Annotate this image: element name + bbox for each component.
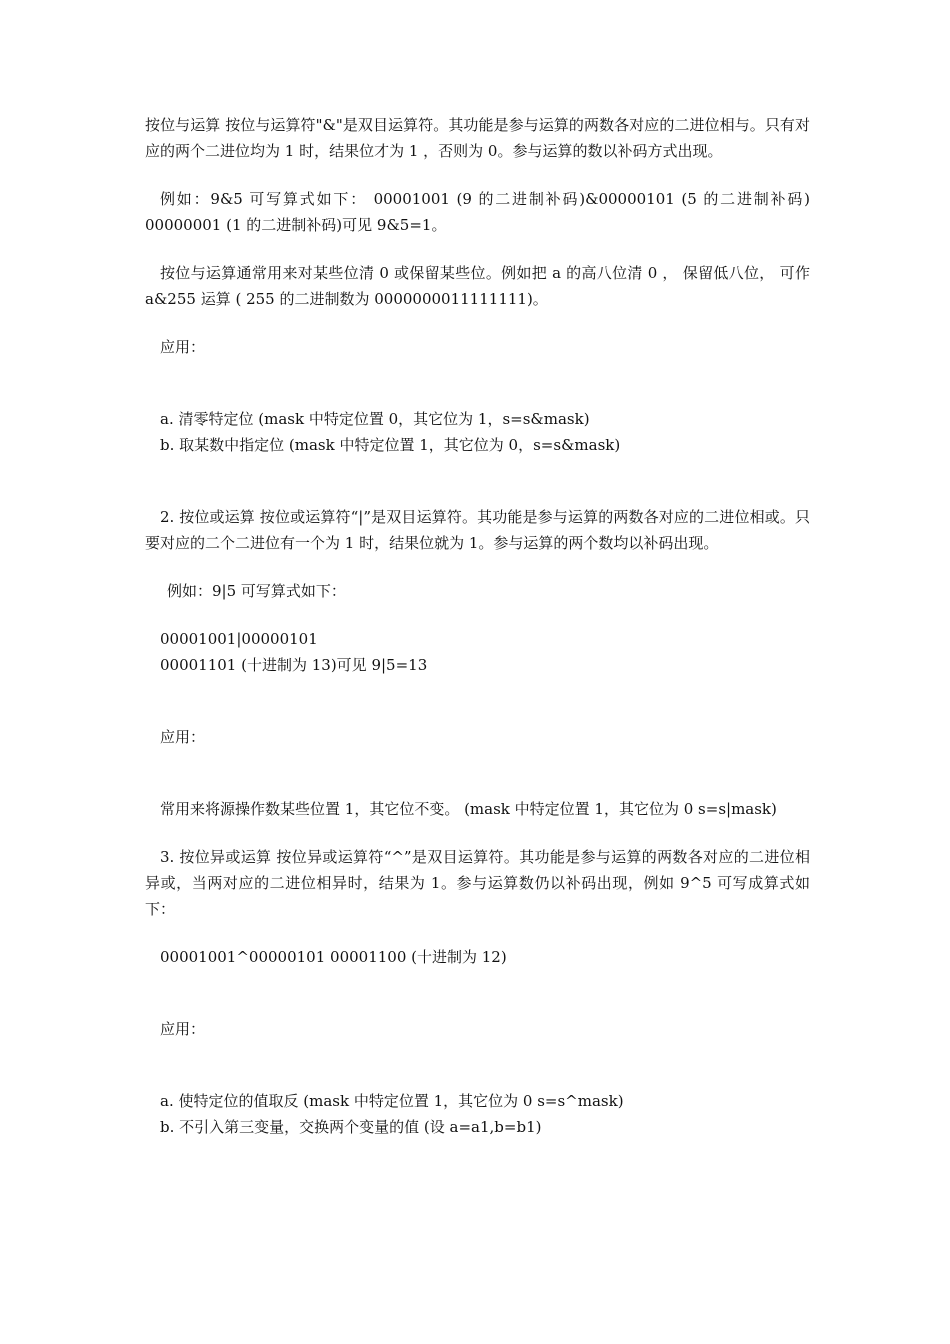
or-calc-line-1: 00001001|00000101 bbox=[160, 630, 318, 648]
xor-intro-paragraph: 3. 按位异或运算 按位异或运算符“^”是双目运算符。其功能是参与运算的两数各对应的二进位相异或，当两对应的二进位相异时，结果为 1。参与运算数仍以补码出现，例如 9^5 可写成算式如下： bbox=[145, 848, 810, 918]
spacer bbox=[145, 922, 810, 944]
spacer bbox=[145, 822, 810, 844]
or-application-text: 常用来将源操作数某些位置 1，其它位不变。 (mask 中特定位置 1，其它位为 0 s=s|mask) bbox=[160, 800, 777, 818]
and-example-paragraph: 例如：9&5 可写算式如下： 00001001 (9 的二进制补码)&00000101 (5 的二进制补码) 00000001 (1 的二进制补码)可见 9&5=1。 bbox=[145, 190, 810, 234]
spacer bbox=[145, 1042, 810, 1088]
spacer bbox=[145, 360, 810, 406]
spacer bbox=[145, 750, 810, 796]
and-usage-paragraph: 按位与运算通常用来对某些位清 0 或保留某些位。例如把 a 的高八位清 0 ， 保留低八位， 可作 a&255 运算 ( 255 的二进制数为 0000000011111111)。 bbox=[145, 264, 810, 308]
or-intro-paragraph: 2. 按位或运算 按位或运算符“|”是双目运算符。其功能是参与运算的两数各对应的二进位相或。只要对应的二个二进位有一个为 1 时，结果位就为 1。参与运算的两个数均以补码出现。 bbox=[145, 508, 810, 552]
and-application-b: b. 取某数中指定位 (mask 中特定位置 1，其它位为 0，s=s&mask) bbox=[160, 436, 621, 454]
spacer bbox=[145, 556, 810, 578]
and-application-a: a. 清零特定位 (mask 中特定位置 0，其它位为 1，s=s&mask) bbox=[160, 410, 590, 428]
xor-application-b: b. 不引入第三变量，交换两个变量的值 (设 a=a1,b=b1) bbox=[160, 1118, 542, 1136]
or-application-label: 应用： bbox=[160, 728, 206, 746]
spacer bbox=[145, 312, 810, 334]
spacer bbox=[145, 970, 810, 1016]
spacer bbox=[145, 458, 810, 504]
xor-application-label: 应用： bbox=[160, 1020, 206, 1038]
spacer bbox=[145, 604, 810, 626]
and-intro-paragraph: 按位与运算 按位与运算符"&"是双目运算符。其功能是参与运算的两数各对应的二进位相与。只有对应的两个二进位均为 1 时，结果位才为 1 ，否则为 0。参与运算的数以补码方式出现。 bbox=[145, 116, 810, 160]
or-example-paragraph: 例如：9|5 可写算式如下： bbox=[167, 582, 346, 600]
or-calc-line-2: 00001101 (十进制为 13)可见 9|5=13 bbox=[160, 656, 428, 674]
and-application-label: 应用： bbox=[160, 338, 206, 356]
xor-application-a: a. 使特定位的值取反 (mask 中特定位置 1，其它位为 0 s=s^mask) bbox=[160, 1092, 624, 1110]
spacer bbox=[145, 164, 810, 186]
spacer bbox=[145, 238, 810, 260]
xor-calc-line: 00001001^00000101 00001100 (十进制为 12) bbox=[160, 948, 507, 966]
document-body bbox=[145, 112, 810, 1140]
spacer bbox=[145, 678, 810, 724]
